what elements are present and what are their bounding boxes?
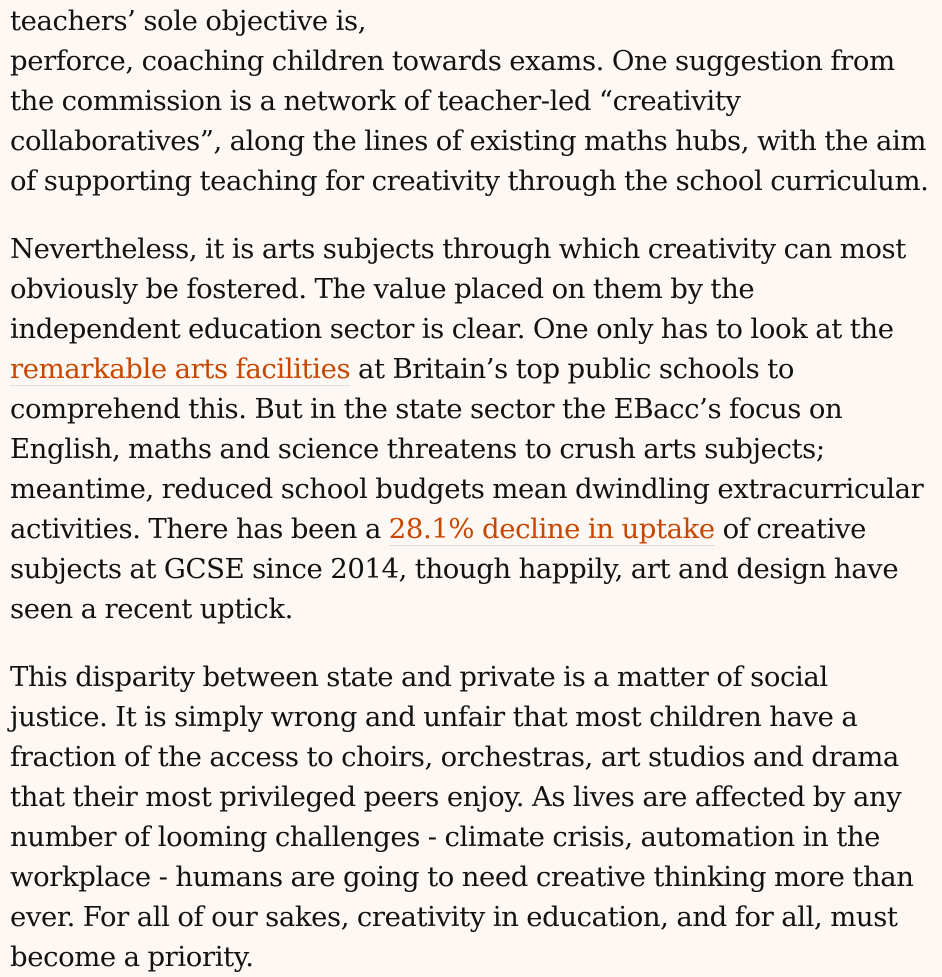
paragraph-3 bbox=[10, 657, 932, 977]
paragraph-3-text: This disparity between state and private is a matter of social justice. It is simply wrong and unfair that most children have a fraction of the access to choirs, orchestras, art studios and drama that their most privileged peers enjoy. As lives are affected by any number of looming challenges - climate crisis, automation in the workplace - humans are going to need creative thinking more than ever. For all of our sakes, creativity in education, and for all, must become a priority. bbox=[10, 661, 914, 973]
paragraph-2-text-middle: at Britain’s top public schools to comprehend this. But in the state sector the EBacc’s focus on English, maths and science threatens to crush arts subjects; meantime, reduced school budgets mean dwindling extracurricular activities. There has been a bbox=[10, 353, 924, 545]
paragraph-1 bbox=[10, 1, 932, 201]
paragraph-2-text-end: of creative subjects at GCSE since 2014, though happily, art and design have seen a recent uptick. bbox=[10, 513, 899, 625]
paragraph-2-text-start: Nevertheless, it is arts subjects through which creativity can most obviously be fostered. The value placed on them by the independent education sector is clear. One only has to look at the bbox=[10, 233, 906, 345]
article-body bbox=[0, 1, 942, 977]
paragraph-1-first-line: teachers’ sole objective is, bbox=[10, 5, 367, 37]
link-remarkable-arts-facilities[interactable]: remarkable arts facilities bbox=[10, 353, 351, 385]
paragraph-2 bbox=[10, 229, 932, 629]
paragraph-1-text: perforce, coaching children towards exams. One suggestion from the commission is a network of teacher-led “creativity collaboratives”, along the lines of existing maths hubs, with the aim of supporting teaching for creativity through the school curriculum. bbox=[10, 45, 929, 197]
link-decline-in-uptake[interactable]: 28.1% decline in uptake bbox=[388, 513, 715, 545]
